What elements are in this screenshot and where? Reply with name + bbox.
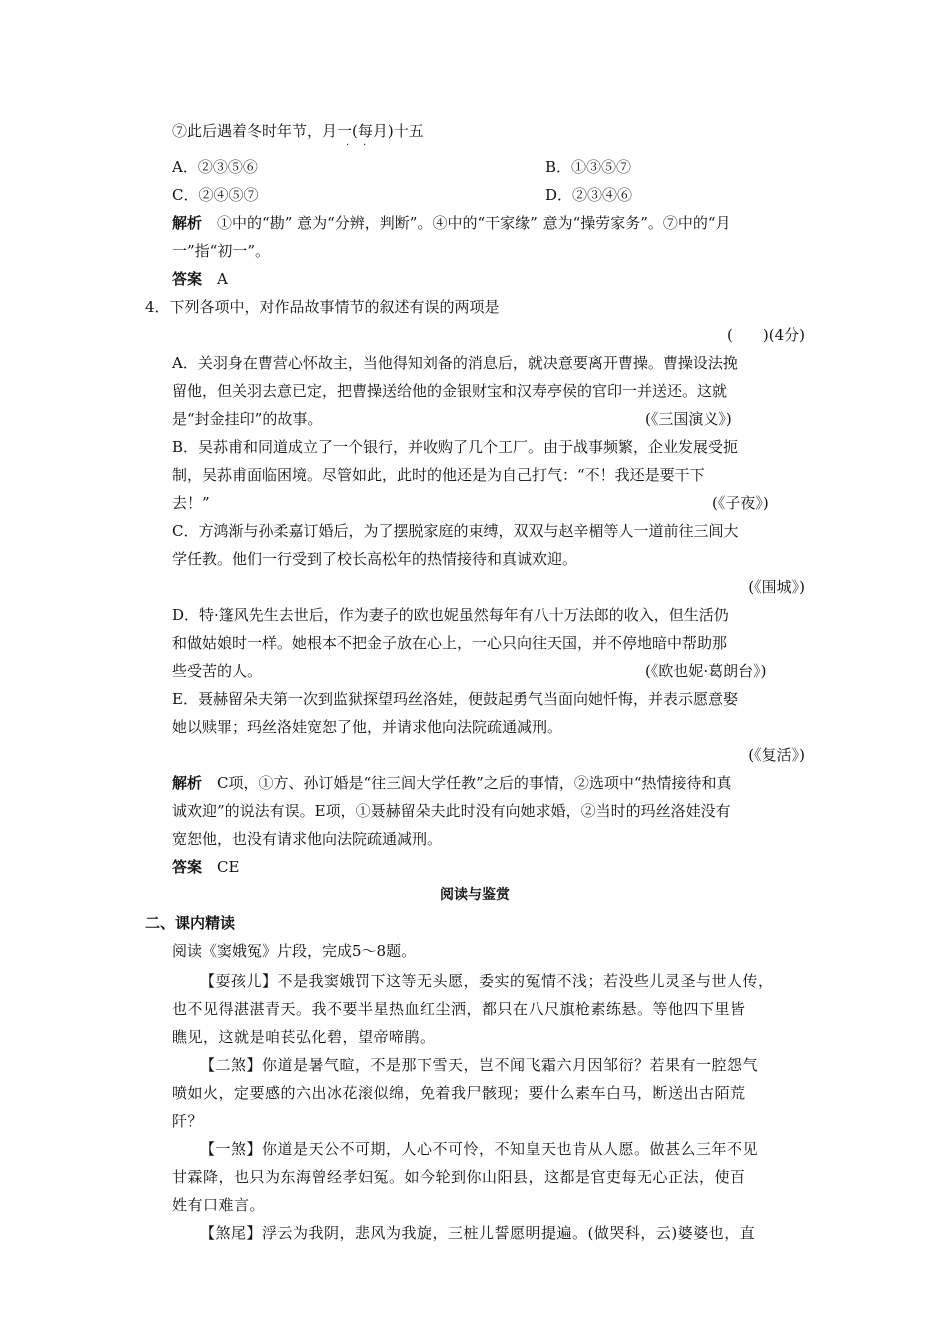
q4-d-line1: D．特·篷风先生去世后，作为妻子的欧也妮虽然每年有八十万法郎的收入，但生活仍 — [172, 606, 729, 624]
q4-d-source: (《欧也妮·葛朗台》) — [645, 662, 767, 680]
q4-a-line3: 是“封金挂印”的故事。 — [172, 410, 323, 428]
q4-c-line2: 学任教。他们一行受到了校长高松年的热情接待和真诚欢迎。 — [172, 550, 578, 568]
q4-c-line1: C．方鸿渐与孙柔嘉订婚后，为了摆脱家庭的束缚，双双与赵辛楣等人一道前往三闾大 — [172, 522, 739, 540]
analysis-label: 解析 — [172, 774, 203, 792]
passage-p3-line2: 甘霖降，也只为东海曾经孝妇冤。如今轮到你山阳县，这都是官吏每无心正法，使百 — [172, 1168, 746, 1186]
section-instruction: 阅读《窦娥冤》片段，完成5～8题。 — [172, 942, 417, 960]
q3-option-c: C．②④⑤⑦ — [172, 186, 259, 204]
q4-analysis-line1 — [172, 772, 732, 794]
passage-p4-line1: 【煞尾】浮云为我阴，悲风为我旋，三桩儿誓愿明提遍。(做哭科，云)婆婆也，直 — [200, 1224, 756, 1242]
q4-a-source: (《三国演义》) — [645, 410, 732, 428]
answer-value: CE — [217, 858, 240, 876]
q3-analysis-line1 — [172, 212, 731, 234]
q4-b-line3: 去！” — [172, 494, 210, 512]
q4-e-line2: 她以赎罪；玛丝洛娃宽恕了他，并请求他向法院疏通减刑。 — [172, 718, 563, 736]
q4-c-source: (《围城》) — [748, 578, 805, 596]
q3-item7: ⑦此后遇着冬时年节，月一(每月)十五 — [172, 122, 424, 140]
q4-b-line2: 制，吴荪甫面临困境。尽管如此，此时的他还是为自己打气：“不！我还是要干下 — [172, 466, 705, 484]
q4-stem: 4．下列各项中，对作品故事情节的叙述有误的两项是 — [145, 298, 500, 316]
q4-d-line3: 些受苦的人。 — [172, 662, 263, 680]
passage-p1-line3: 瞧见，这就是咱苌弘化碧，望帝啼鹃。 — [172, 1028, 436, 1046]
q4-a-line1: A．关羽身在曹营心怀故主，当他得知刘备的消息后，就决意要离开曹操。曹操设法挽 — [172, 354, 738, 372]
analysis-text: ①中的“勘” 意为“分辨，判断”。④中的“干家缘” 意为“操劳家务”。⑦中的“月 — [217, 214, 731, 232]
passage-p1-line2: 也不见得湛湛青天。我不要半星热血红尘洒，都只在八尺旗枪素练悬。等他四下里皆 — [172, 1000, 746, 1018]
q4-b-source: (《子夜》) — [712, 494, 769, 512]
analysis-label: 解析 — [172, 214, 203, 232]
q3-option-d: D．②③④⑥ — [545, 186, 633, 204]
passage-p2-line1: 【二煞】你道是暑气暄，不是那下雪天，岂不闻飞霜六月因邹衍？若果有一腔怨气 — [200, 1056, 759, 1074]
q4-answer — [172, 856, 239, 878]
passage-p2-line3: 阡？ — [172, 1112, 204, 1130]
passage-p1-line1: 【耍孩儿】不是我窦娥罚下这等无头愿，委实的冤情不浅；若没些儿灵圣与世人传， — [200, 972, 774, 990]
q4-analysis-line3: 宽恕他，也没有请求他向法院疏通减刑。 — [172, 830, 443, 848]
answer-label: 答案 — [172, 270, 203, 288]
section-title: 阅读与鉴赏 — [440, 887, 510, 903]
q4-analysis-line2: 诚欢迎”的说法有误。E项，①聂赫留朵夫此时没有向她求婚，②当时的玛丝洛娃没有 — [172, 802, 731, 820]
q4-score: ( )(4分) — [727, 326, 805, 344]
emphasis-dots: ·· — [346, 140, 381, 151]
q4-e-line1: E．聂赫留朵夫第一次到监狱探望玛丝洛娃，便鼓起勇气当面向她忏悔，并表示愿意娶 — [172, 690, 738, 708]
q4-a-line2: 留他，但关羽去意已定，把曹操送给他的金银财宝和汉寿亭侯的官印一并送还。这就 — [172, 382, 728, 400]
q3-option-b: B．①③⑤⑦ — [545, 158, 632, 176]
answer-value: A — [217, 270, 228, 288]
q4-d-line2: 和做姑娘时一样。她根本不把金子放在心上，一心只向往天国，并不停地暗中帮助那 — [172, 634, 728, 652]
answer-label: 答案 — [172, 858, 203, 876]
passage-p3-line1: 【一煞】你道是天公不可期，人心不可怜，不知皇天也肯从人愿。做甚么三年不见 — [200, 1140, 759, 1158]
passage-p2-line2: 喷如火，定要感的六出冰花滚似绵，免着我尸骸现；要什么素车白马，断送出古陌荒 — [172, 1084, 746, 1102]
q3-option-a: A．②③⑤⑥ — [172, 158, 258, 176]
section-heading: 二、课内精读 — [145, 914, 236, 932]
q4-b-line1: B．吴荪甫和同道成立了一个银行，并收购了几个工厂。由于战事频繁，企业发展受扼 — [172, 438, 739, 456]
passage-p3-line3: 姓有口难言。 — [172, 1196, 266, 1214]
analysis-text: C项，①方、孙订婚是“往三闾大学任教”之后的事情，②选项中“热情接待和真 — [217, 774, 732, 792]
q4-e-source: (《复活》) — [748, 746, 805, 764]
q3-analysis-line2: 一”指“初一”。 — [172, 242, 271, 260]
q3-answer — [172, 268, 228, 290]
